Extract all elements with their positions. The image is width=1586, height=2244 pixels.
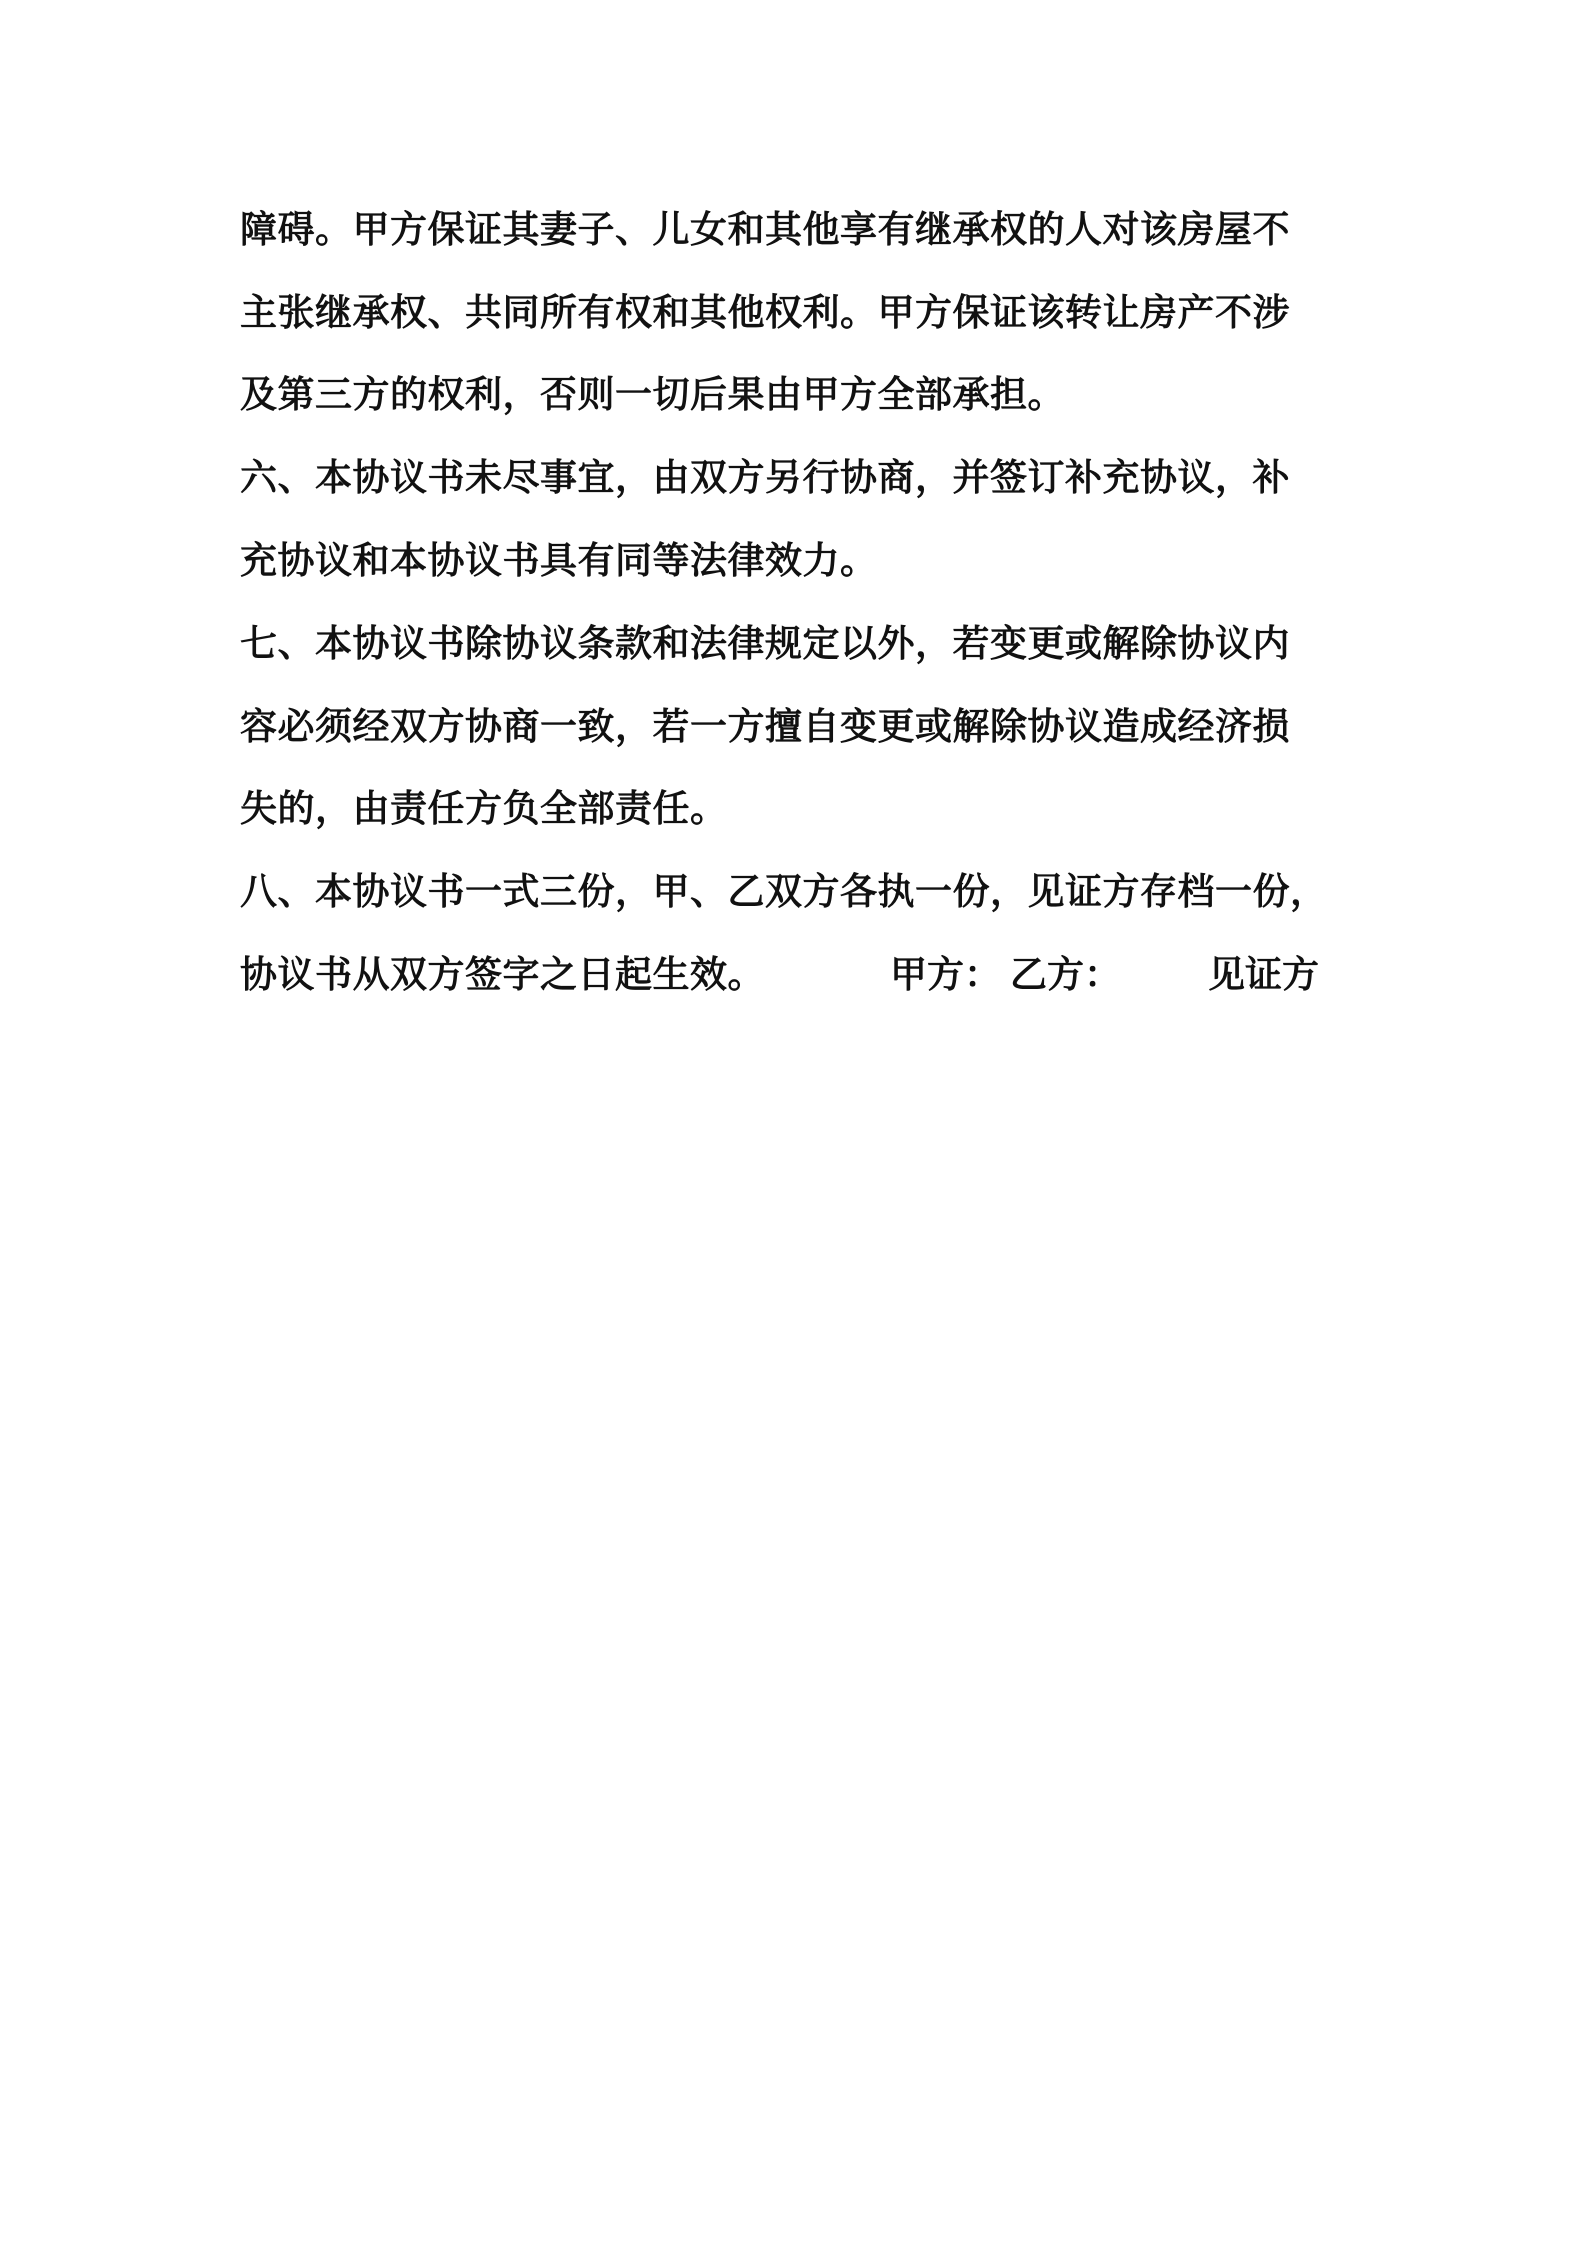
text-line-3: 及第三方的权利，否则一切后果由甲方全部承担。: [240, 373, 1065, 416]
clause-8-line-1: 八、本协议书一式三份，甲、乙双方各执一份，见证方存档一份，: [240, 870, 1328, 913]
clause-7-line-2: 容必须经双方协商一致，若一方擅自变更或解除协议造成经济损: [240, 705, 1290, 748]
text-line-1: 障碍。甲方保证其妻子、儿女和其他享有继承权的人对该房屋不: [240, 208, 1290, 251]
party-a-signature-label: 甲方：: [890, 953, 1001, 996]
clause-8-line-2: 协议书从双方签字之日起生效。: [240, 953, 765, 996]
clause-6-line-2: 充协议和本协议书具有同等法律效力。: [240, 539, 878, 582]
clause-6-line-1: 六、本协议书未尽事宜，由双方另行协商，并签订补充协议，补: [240, 456, 1290, 499]
witness-signature-label: 见证方: [1208, 953, 1319, 996]
clause-7-line-3: 失的，由责任方负全部责任。: [240, 787, 728, 830]
clause-7-line-1: 七、本协议书除协议条款和法律规定以外，若变更或解除协议内: [240, 622, 1290, 665]
text-line-2: 主张继承权、共同所有权和其他权利。甲方保证该转让房产不涉: [240, 291, 1290, 334]
party-b-signature-label: 乙方：: [1010, 953, 1121, 996]
